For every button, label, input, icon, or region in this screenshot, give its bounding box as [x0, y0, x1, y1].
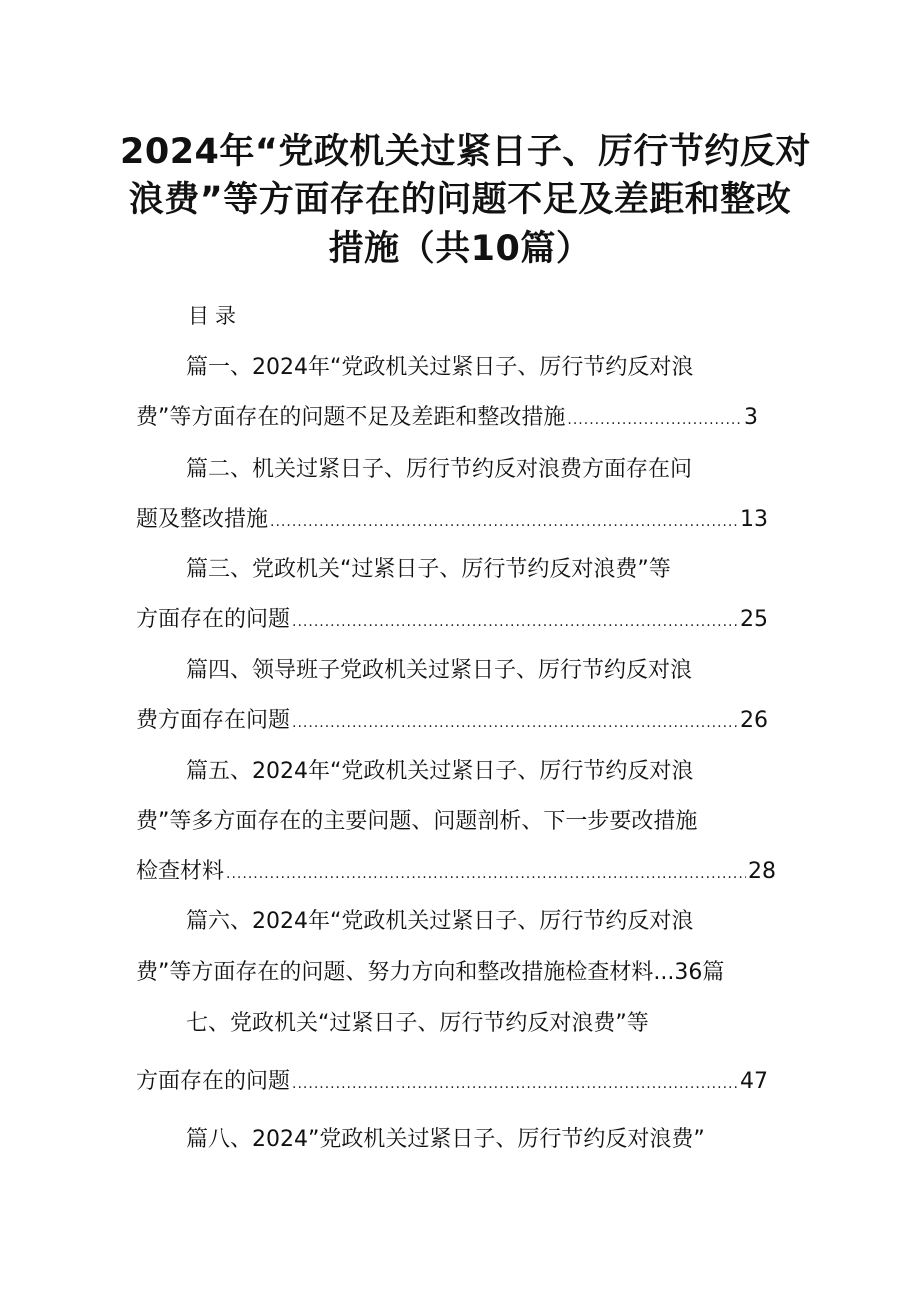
- dot-leader: [567, 404, 742, 436]
- dot-leader: [292, 606, 738, 638]
- toc-entry-1-line-2[interactable]: [136, 402, 758, 436]
- toc-entry-4-page: 26: [740, 708, 768, 733]
- toc-entry-3-page: 25: [740, 607, 768, 632]
- document-title-line-1: 2024年“党政机关过紧日子、厉行节约反对: [120, 132, 811, 172]
- toc-entry-5-line-2: 费”等多方面存在的主要问题、问题剖析、下一步要改措施: [136, 809, 698, 834]
- toc-entry-7-page: 47: [740, 1069, 768, 1094]
- toc-entry-4-text: 费方面存在问题: [136, 708, 291, 733]
- toc-entry-4-line-2[interactable]: [136, 705, 768, 739]
- toc-entry-2-line-2[interactable]: [136, 504, 768, 538]
- document-title-line-3: 措施（共10篇）: [328, 229, 592, 269]
- dot-leader: [292, 1068, 738, 1100]
- toc-entry-7-text: 方面存在的问题: [136, 1069, 291, 1094]
- document-title-line-2: 浪费”等方面存在的问题不足及差距和整改: [128, 180, 792, 220]
- toc-entry-1-page: 3: [744, 405, 758, 430]
- toc-entry-2-line-1: 篇二、机关过紧日子、厉行节约反对浪费方面存在问: [186, 457, 693, 482]
- toc-heading: 目录: [188, 304, 242, 328]
- toc-entry-3-line-2[interactable]: [136, 604, 768, 638]
- toc-entry-8-line-1[interactable]: 篇八、2024”党政机关过紧日子、厉行节约反对浪费”: [186, 1127, 705, 1152]
- toc-entry-5-line-1: 篇五、2024年“党政机关过紧日子、厉行节约反对浪: [186, 759, 694, 784]
- toc-entry-7-line-2[interactable]: [136, 1066, 768, 1100]
- toc-entry-4-line-1: 篇四、领导班子党政机关过紧日子、厉行节约反对浪: [186, 658, 693, 683]
- toc-entry-1-line-1: 篇一、2024年“党政机关过紧日子、厉行节约反对浪: [186, 355, 694, 380]
- dot-leader: [226, 858, 746, 890]
- toc-entry-1-text: 费”等方面存在的问题不足及差距和整改措施: [136, 405, 566, 430]
- toc-entry-6-line-1: 篇六、2024年“党政机关过紧日子、厉行节约反对浪: [186, 909, 694, 934]
- toc-entry-5-page: 28: [748, 859, 776, 884]
- toc-entry-5-line-3[interactable]: [136, 856, 776, 890]
- dot-leader: [292, 707, 738, 739]
- toc-entry-7-line-1: 七、党政机关“过紧日子、厉行节约反对浪费”等: [186, 1011, 649, 1036]
- toc-entry-3-line-1: 篇三、党政机关“过紧日子、厉行节约反对浪费”等: [186, 557, 671, 582]
- toc-entry-2-page: 13: [740, 507, 768, 532]
- dot-leader: [270, 506, 738, 538]
- toc-entry-5-text: 检查材料: [136, 859, 225, 884]
- toc-entry-6-line-2[interactable]: 费”等方面存在的问题、努力方向和整改措施检查材料...36篇: [136, 960, 725, 985]
- toc-entry-3-text: 方面存在的问题: [136, 607, 291, 632]
- toc-entry-2-text: 题及整改措施: [136, 507, 269, 532]
